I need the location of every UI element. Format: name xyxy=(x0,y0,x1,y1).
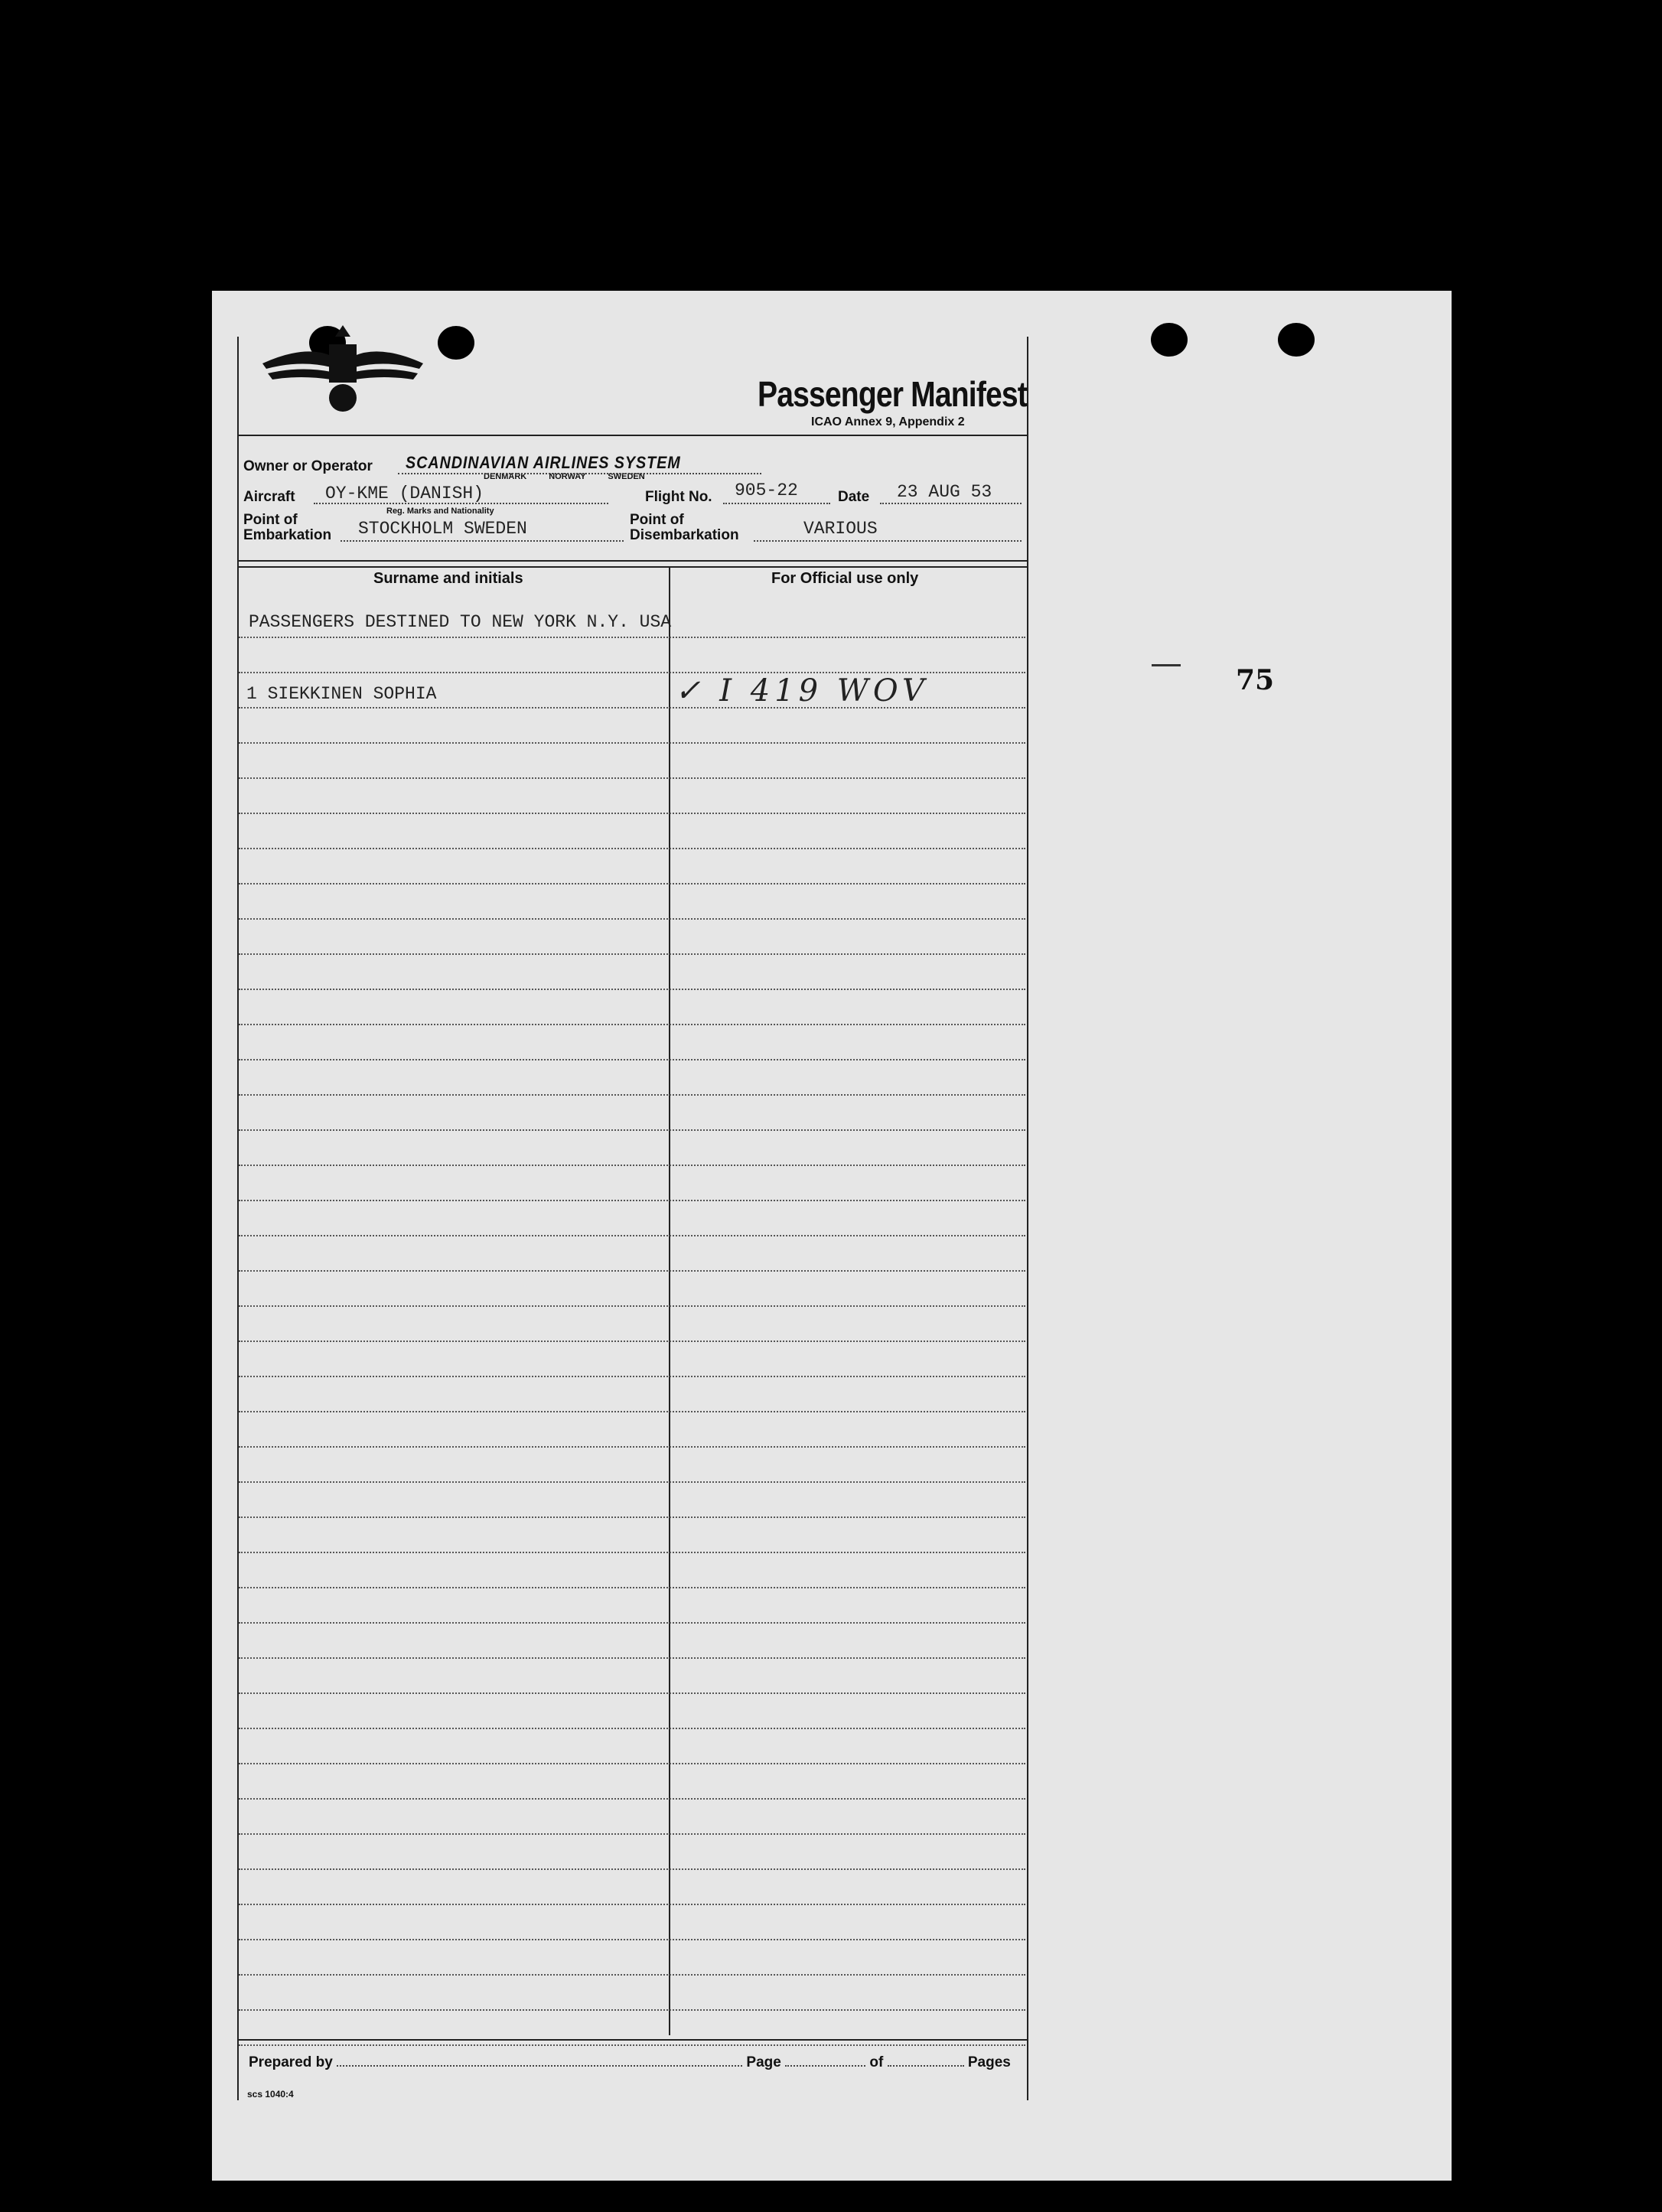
table-row xyxy=(239,1940,1025,1976)
flight-value: 905-22 xyxy=(735,481,798,500)
table-row xyxy=(239,1588,1025,1624)
pages-line xyxy=(888,2065,964,2067)
header-rule xyxy=(237,435,1027,436)
document-title: Passenger Manifest xyxy=(758,374,1027,414)
embarkation-label-2: Embarkation xyxy=(243,527,332,543)
table-row xyxy=(239,1025,1025,1060)
table-row xyxy=(239,2011,1025,2046)
table-row xyxy=(239,1236,1025,1272)
table-row xyxy=(239,1764,1025,1800)
passenger-table xyxy=(239,603,1025,2046)
header-rule xyxy=(237,560,1027,562)
official-annotation: ✓ I 419 WOV xyxy=(675,673,929,709)
page-line xyxy=(785,2065,865,2067)
footer-rule xyxy=(237,2039,1027,2041)
footer xyxy=(249,2054,1011,2071)
table-row xyxy=(239,709,1025,744)
table-row xyxy=(239,1131,1025,1166)
table-row xyxy=(239,849,1025,884)
document-subtitle: ICAO Annex 9, Appendix 2 xyxy=(811,415,965,428)
aircraft-label: Aircraft xyxy=(243,489,295,505)
table-row xyxy=(239,1659,1025,1694)
owner-value: SCANDINAVIAN AIRLINES SYSTEM xyxy=(406,453,681,472)
table-row xyxy=(239,1412,1025,1448)
disembarkation-label-1: Point of xyxy=(630,512,684,528)
table-row xyxy=(239,990,1025,1025)
table-row xyxy=(239,1060,1025,1096)
table-row xyxy=(239,638,1025,673)
table-row xyxy=(239,1307,1025,1342)
table-row xyxy=(239,1870,1025,1905)
table-row xyxy=(239,1166,1025,1201)
punch-hole xyxy=(1151,323,1188,357)
table-row xyxy=(239,1729,1025,1764)
table-row xyxy=(239,1448,1025,1483)
table-row xyxy=(239,884,1025,920)
table-row xyxy=(239,1096,1025,1131)
table-row xyxy=(239,814,1025,849)
table-row xyxy=(239,1553,1025,1588)
pages-label: Pages xyxy=(967,2054,1011,2070)
flight-label: Flight No. xyxy=(645,489,712,505)
table-row xyxy=(239,920,1025,955)
embarkation-label-1: Point of xyxy=(243,512,298,528)
reg-caption: Reg. Marks and Nationality xyxy=(386,507,494,516)
table-row xyxy=(239,1694,1025,1729)
margin-number: 75 xyxy=(1236,664,1275,696)
column-header-official: For Official use only xyxy=(771,570,919,587)
embarkation-line xyxy=(341,540,624,542)
disembarkation-value: VARIOUS xyxy=(803,519,878,539)
table-row xyxy=(239,1976,1025,2011)
embarkation-value: STOCKHOLM SWEDEN xyxy=(358,519,527,539)
of-label: of xyxy=(869,2054,884,2070)
column-header-rule xyxy=(237,566,1027,568)
table-row xyxy=(239,955,1025,990)
aircraft-line xyxy=(314,503,608,504)
flight-line xyxy=(723,503,830,504)
table-row xyxy=(239,1377,1025,1412)
table-row xyxy=(239,603,1025,638)
date-value: 23 AUG 53 xyxy=(897,482,992,502)
table-row xyxy=(239,779,1025,814)
table-row xyxy=(239,1201,1025,1236)
punch-hole xyxy=(1278,323,1315,357)
owner-line xyxy=(398,473,761,474)
form-code: scs 1040:4 xyxy=(247,2089,294,2100)
table-row xyxy=(239,1624,1025,1659)
table-row xyxy=(239,1272,1025,1307)
table-row xyxy=(239,1518,1025,1553)
disembarkation-label-2: Disembarkation xyxy=(630,527,739,543)
prepared-by-label: Prepared by xyxy=(249,2054,333,2070)
prepared-by-line xyxy=(337,2065,742,2067)
table-row xyxy=(239,744,1025,779)
table-row xyxy=(239,1342,1025,1377)
disembarkation-line xyxy=(754,540,1022,542)
table-row xyxy=(239,1800,1025,1835)
table-row xyxy=(239,1835,1025,1870)
margin-dash xyxy=(1152,664,1181,666)
table-row xyxy=(239,1483,1025,1518)
aircraft-value: OY-KME (DANISH) xyxy=(325,484,484,503)
table-row xyxy=(239,673,1025,709)
date-line xyxy=(880,503,1022,504)
passenger-name: 1 SIEKKINEN SOPHIA xyxy=(246,684,437,704)
owner-label: Owner or Operator xyxy=(243,458,373,474)
page-label: Page xyxy=(746,2054,781,2070)
column-header-surname: Surname and initials xyxy=(373,570,523,587)
destination-note: PASSENGERS DESTINED TO NEW YORK N.Y. USA xyxy=(249,612,672,632)
table-row xyxy=(239,1905,1025,1940)
date-label: Date xyxy=(838,489,870,505)
owner-countries: DENMARK NORWAY SWEDEN xyxy=(484,472,645,481)
